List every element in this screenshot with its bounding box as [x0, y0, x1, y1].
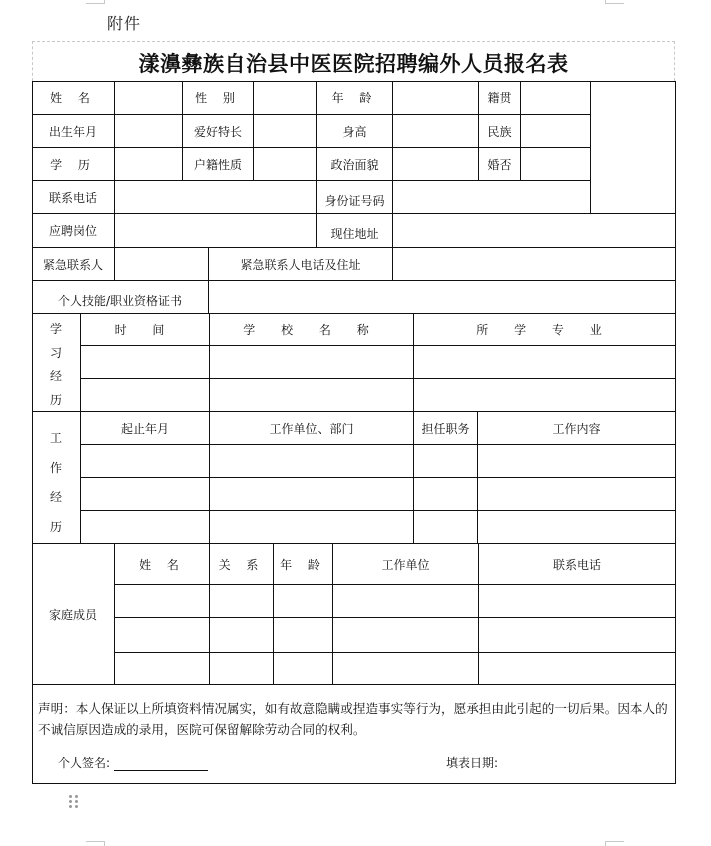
marital-status-label: 婚否	[487, 157, 512, 172]
family-row-1-age[interactable]	[274, 585, 332, 617]
family-col-phone: 联系电话	[552, 557, 601, 572]
work-col-period: 起止年月	[120, 421, 169, 436]
birth-date-label: 出生年月	[48, 124, 97, 139]
study-col-school: 学 校 名 称	[243, 323, 380, 337]
work-row-2-content[interactable]	[478, 478, 675, 510]
title-box	[32, 41, 675, 81]
work-label-char: 经	[49, 490, 62, 505]
page-corner-mark-bottom-right	[605, 841, 624, 846]
id-number-label: 身份证号码	[324, 193, 385, 208]
family-row-3-employer[interactable]	[333, 653, 478, 684]
study-history-section-label	[32, 317, 80, 411]
work-row-1-employer[interactable]	[210, 445, 413, 477]
applied-position-field[interactable]	[115, 214, 316, 247]
family-row-2-phone[interactable]	[479, 618, 675, 652]
signature-label: 个人签名:	[58, 756, 111, 770]
page-corner-mark-top-left	[86, 0, 105, 4]
hobby-label: 爱好特长	[193, 124, 242, 139]
native-place-label: 籍贯	[487, 91, 512, 105]
skills-certificates-field[interactable]	[209, 281, 675, 313]
hobby-field[interactable]	[254, 115, 316, 147]
work-row-3-period[interactable]	[81, 511, 209, 543]
family-row-1-employer[interactable]	[333, 585, 478, 617]
signature-field[interactable]	[114, 758, 208, 771]
political-status-field[interactable]	[393, 148, 478, 180]
study-label-char: 历	[49, 392, 62, 407]
ethnicity-field[interactable]	[521, 115, 590, 147]
study-row-1-time[interactable]	[81, 346, 209, 378]
page-corner-mark-top-right	[605, 0, 624, 4]
marital-status-field[interactable]	[521, 148, 590, 180]
drag-handle-icon[interactable]	[69, 795, 79, 809]
work-row-1-period[interactable]	[81, 445, 209, 477]
fill-date-label: 填表日期:	[446, 756, 499, 770]
education-label: 学 历	[50, 157, 96, 172]
registration-form-table	[32, 81, 676, 784]
age-field[interactable]	[393, 81, 478, 114]
family-col-relation: 关 系	[218, 557, 265, 572]
attachment-label: 附件	[107, 14, 142, 33]
study-col-major: 所 学 专 业	[476, 323, 613, 337]
work-row-2-position[interactable]	[414, 478, 477, 510]
work-label-char: 历	[49, 519, 62, 534]
work-row-2-period[interactable]	[81, 478, 209, 510]
family-row-3-name[interactable]	[115, 653, 209, 684]
emergency-contact-field[interactable]	[115, 248, 208, 280]
work-history-section-label	[32, 423, 80, 541]
family-row-3-phone[interactable]	[479, 653, 675, 684]
family-section-label: 家庭成员	[48, 607, 97, 622]
emergency-contact-label: 紧急联系人	[42, 257, 103, 272]
name-label: 姓 名	[50, 91, 96, 105]
study-row-2-major[interactable]	[414, 379, 675, 411]
family-row-2-age[interactable]	[274, 618, 332, 652]
study-row-2-school[interactable]	[210, 379, 413, 411]
study-row-1-major[interactable]	[414, 346, 675, 378]
birth-date-field[interactable]	[115, 115, 182, 147]
current-address-field[interactable]	[393, 214, 675, 247]
emergency-phone-address-label: 紧急联系人电话及住址	[240, 257, 361, 272]
table-border-right	[675, 81, 676, 784]
applied-position-label: 应聘岗位	[48, 224, 97, 238]
form-title: 漾濞彝族自治县中医医院招聘编外人员报名表	[138, 51, 569, 76]
study-label-char: 经	[49, 369, 62, 384]
height-label: 身高	[342, 124, 367, 139]
photo-area[interactable]	[591, 81, 675, 213]
work-row-1-position[interactable]	[414, 445, 477, 477]
study-label-char: 习	[49, 345, 62, 360]
native-place-field[interactable]	[521, 81, 590, 114]
family-row-1-name[interactable]	[115, 585, 209, 617]
study-label-char: 学	[49, 322, 62, 337]
page-corner-mark-bottom-left	[86, 841, 105, 846]
political-status-label: 政治面貌	[330, 157, 379, 172]
family-row-3-age[interactable]	[274, 653, 332, 684]
work-label-char: 工	[49, 431, 62, 446]
current-address-label: 现住地址	[330, 227, 379, 241]
gender-label: 性 别	[195, 91, 241, 105]
work-row-3-position[interactable]	[414, 511, 477, 543]
ethnicity-label: 民族	[487, 124, 512, 139]
household-type-field[interactable]	[254, 148, 316, 180]
study-row-2-time[interactable]	[81, 379, 209, 411]
skills-certificates-label: 个人技能/职业资格证书	[57, 293, 183, 308]
family-row-2-employer[interactable]	[333, 618, 478, 652]
family-row-1-phone[interactable]	[479, 585, 675, 617]
phone-field[interactable]	[115, 181, 316, 213]
family-row-2-relation[interactable]	[210, 618, 273, 652]
table-border-bottom	[32, 783, 676, 784]
phone-label: 联系电话	[48, 190, 97, 205]
declaration-section	[32, 684, 676, 783]
id-number-field[interactable]	[393, 181, 590, 213]
family-col-employer: 工作单位	[381, 557, 430, 572]
education-field[interactable]	[115, 148, 182, 180]
declaration-text: 声明：本人保证以上所填资料情况属实，如有故意隐瞒或捏造事实等行为，愿承担由此引起的一切后果。因本人的不诚信原因造成的录用，医院可保留解除劳动合同的权利。	[38, 701, 668, 737]
emergency-phone-address-field[interactable]	[393, 248, 675, 280]
work-col-content: 工作内容	[552, 421, 601, 436]
work-label-char: 作	[49, 460, 62, 475]
name-field[interactable]	[115, 81, 182, 114]
work-row-3-content[interactable]	[478, 511, 675, 543]
work-col-employer: 工作单位、部门	[269, 421, 354, 436]
work-row-2-employer[interactable]	[210, 478, 413, 510]
household-type-label: 户籍性质	[193, 157, 242, 172]
study-row-1-school[interactable]	[210, 346, 413, 378]
family-row-1-relation[interactable]	[210, 585, 273, 617]
gender-field[interactable]	[254, 81, 316, 114]
work-row-1-content[interactable]	[478, 445, 675, 477]
signature-area	[58, 754, 208, 771]
family-row-2-name[interactable]	[115, 618, 209, 652]
study-col-time: 时 间	[114, 323, 176, 337]
height-field[interactable]	[393, 115, 478, 147]
family-col-name: 姓 名	[139, 557, 185, 572]
family-row-3-relation[interactable]	[210, 653, 273, 684]
age-label: 年 龄	[331, 91, 378, 105]
work-col-position: 担任职务	[421, 421, 470, 436]
family-col-age: 年 龄	[280, 557, 326, 572]
work-row-3-employer[interactable]	[210, 511, 413, 543]
